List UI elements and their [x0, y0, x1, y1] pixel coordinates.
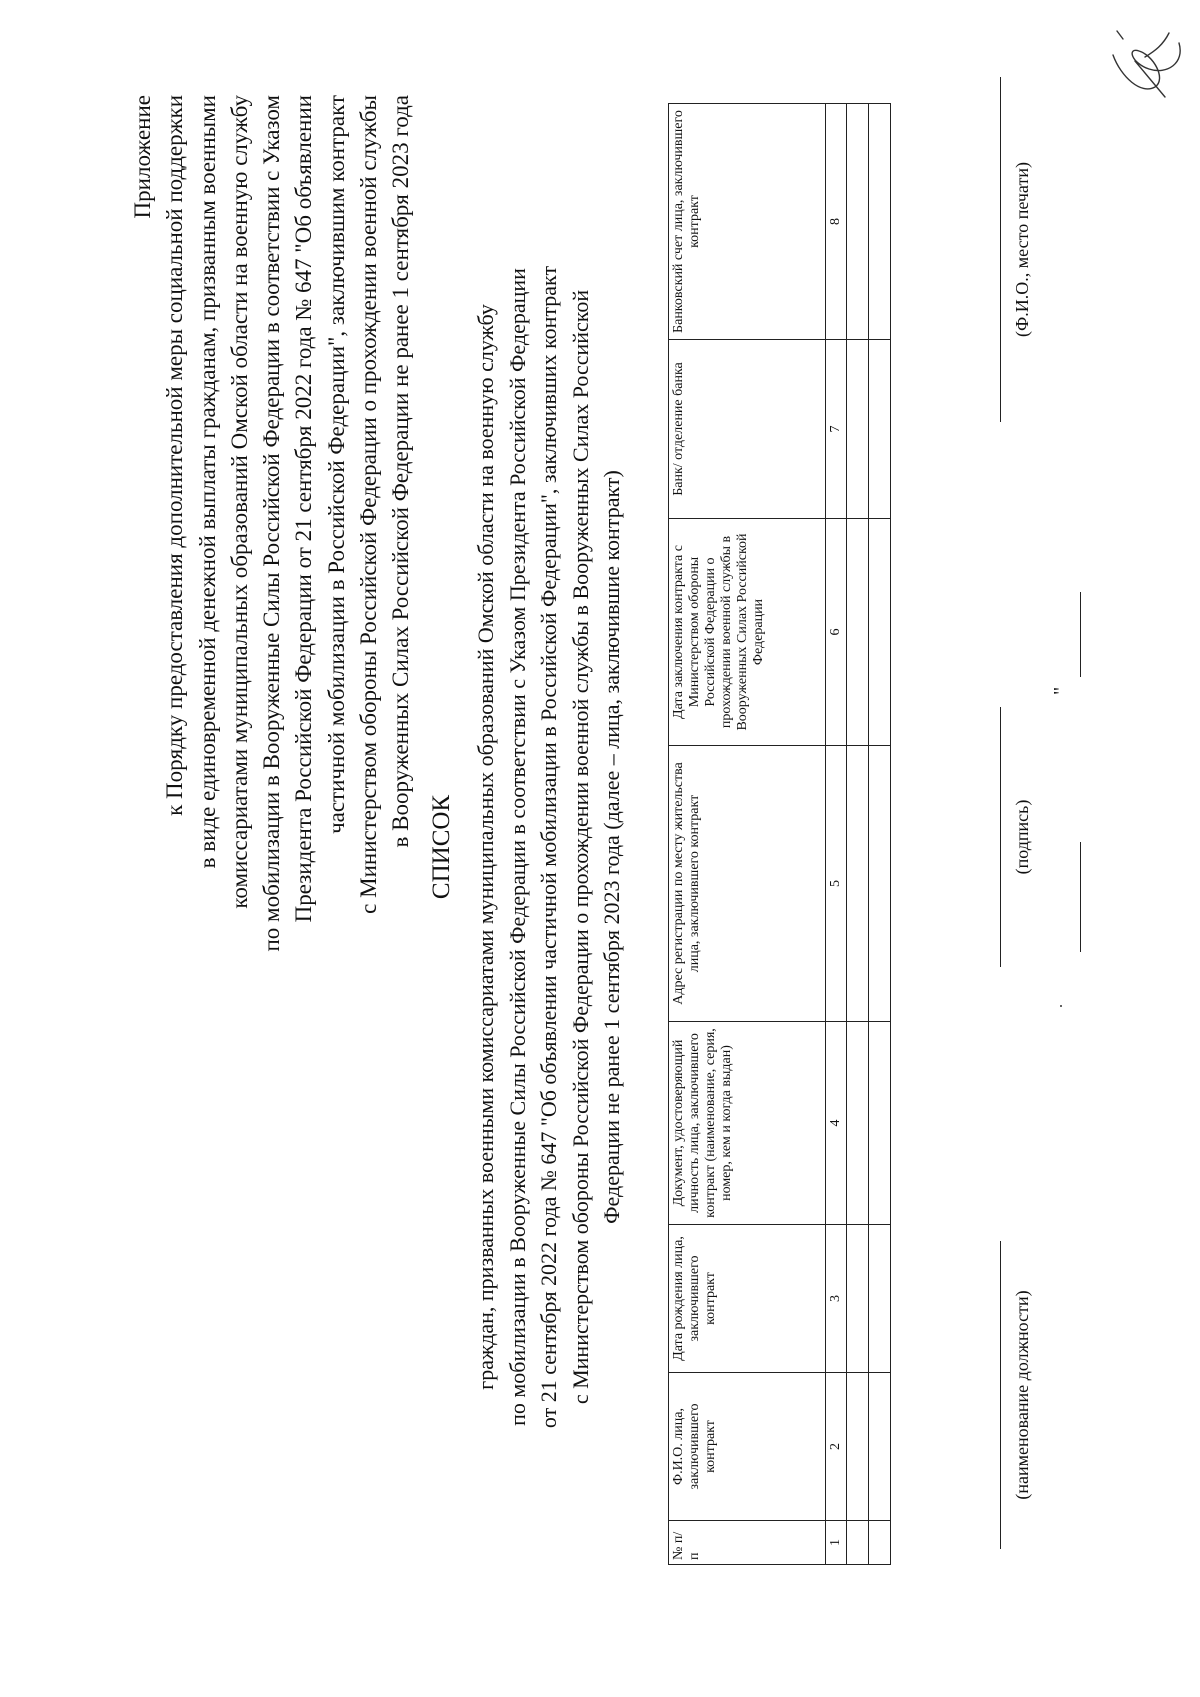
- subtitle-line: от 21 сентября 2022 года № 647 "Об объявлении частичной мобилизации в Российской Федерации", заключивших контракт: [536, 265, 561, 1429]
- column-number: 7: [826, 340, 847, 519]
- appendix-line: комиссариатами муниципальных образований Омской области на военную службу: [226, 95, 252, 909]
- col-header-contract-date: Дата заключения контракта с Министерством обороны Российской Федерации о прохождении военной службы в Вооруженных Силах Российской Федерации: [669, 519, 826, 746]
- column-number: 4: [826, 1022, 847, 1225]
- col-header-full-name: Ф.И.О. лица, заключившего контракт: [669, 1373, 826, 1521]
- appendix-line: с Министерством обороны Российской Федерации о прохождении военной службы: [356, 95, 382, 914]
- col-header-registration-address: Адрес регистрации по месту жительства лица, заключившего контракт: [669, 746, 826, 1022]
- appendix-header: [127, 95, 418, 1195]
- position-line: [1000, 1241, 1001, 1549]
- subtitle-line: с Министерством обороны Российской Федерации о прохождении военной службы в Вооруженных Силах Российской: [567, 289, 593, 1405]
- appendix-line: Президента Российской Федерации от 21 сентября 2022 года № 647 "Об объявлении: [291, 95, 317, 923]
- appendix-line: по мобилизации в Вооруженные Силы Российской Федерации в соответствии с Указом: [259, 95, 285, 952]
- table-cell: [847, 104, 869, 340]
- col-header-bank-account: Банковский счет лица, заключившего контракт: [669, 104, 826, 340]
- table-cell: [869, 1373, 891, 1521]
- column-number: 8: [826, 104, 847, 340]
- appendix-line: в Вооруженных Силах Российской Федерации не ранее 1 сентября 2023 года: [388, 95, 414, 848]
- table-cell: [847, 340, 869, 519]
- column-number-row: [826, 104, 847, 1565]
- table-cell: [847, 1521, 869, 1565]
- col-header-birth-date: Дата рождения лица, заключившего контракт: [669, 1225, 826, 1373]
- appendix-line: в виде единовременной денежной выплаты гражданам, призванным военными: [194, 95, 220, 869]
- table-cell: [847, 1225, 869, 1373]
- handwritten-signature-icon: [1105, 17, 1195, 117]
- appendix-line: к Порядку предоставления дополнительной меры социальной поддержки: [162, 95, 188, 816]
- table-cell: [869, 1521, 891, 1565]
- column-number: 6: [826, 519, 847, 746]
- signature-line: [1000, 707, 1001, 967]
- table-cell: [869, 1225, 891, 1373]
- subtitle-line: Федерации не ранее 1 сентября 2023 года (далее – лица, заключившие контракт): [599, 470, 624, 1224]
- citizens-table: [668, 103, 891, 1565]
- appendix-line: частичной мобилизации в Российской Федерации", заключившим контракт: [323, 95, 349, 834]
- name-label: (Ф.И.О., место печати): [1012, 162, 1032, 337]
- column-number: 1: [826, 1521, 847, 1565]
- date-day-line: [1080, 592, 1081, 677]
- table-cell: [869, 519, 891, 746]
- column-number: 2: [826, 1373, 847, 1521]
- scan-speck: [1060, 1005, 1062, 1007]
- document-title: СПИСОК: [428, 794, 455, 900]
- table-cell: [869, 1022, 891, 1225]
- column-number: 3: [826, 1225, 847, 1373]
- table-cell: [847, 1373, 869, 1521]
- table-cell: [847, 746, 869, 1022]
- name-line: [1000, 77, 1001, 422]
- col-header-bank: Банк/ отделение банка: [669, 340, 826, 519]
- subtitle-line: граждан, призванных военными комиссариатами муниципальных образований Омской области на военную службу: [473, 304, 498, 1390]
- subtitle-line: по мобилизации в Вооруженные Силы Российской Федерации в соответствии с Указом Президента Российской Федерации: [504, 268, 530, 1426]
- table-row: [847, 104, 869, 1565]
- col-header-identity-document: Документ, удостоверяющий личность лица, заключившего контракт (наименование, серия, номер, кем и когда выдан): [669, 1022, 826, 1225]
- col-header-number: № п/п: [669, 1521, 826, 1565]
- date-year-line: [1080, 842, 1081, 952]
- table-cell: [869, 104, 891, 340]
- table-header-row: [669, 104, 826, 1565]
- table-cell: [847, 519, 869, 746]
- column-number: 5: [826, 746, 847, 1022]
- appendix-line: Приложение: [130, 95, 155, 219]
- position-label: (наименование должности): [1012, 1290, 1032, 1500]
- table-cell: [869, 746, 891, 1022]
- table-cell: [869, 340, 891, 519]
- signature-label: (подпись): [1012, 799, 1032, 875]
- table-row: [869, 104, 891, 1565]
- date-quote-mark: ": [1050, 686, 1072, 695]
- document-subtitle: [470, 82, 628, 1612]
- table-cell: [847, 1022, 869, 1225]
